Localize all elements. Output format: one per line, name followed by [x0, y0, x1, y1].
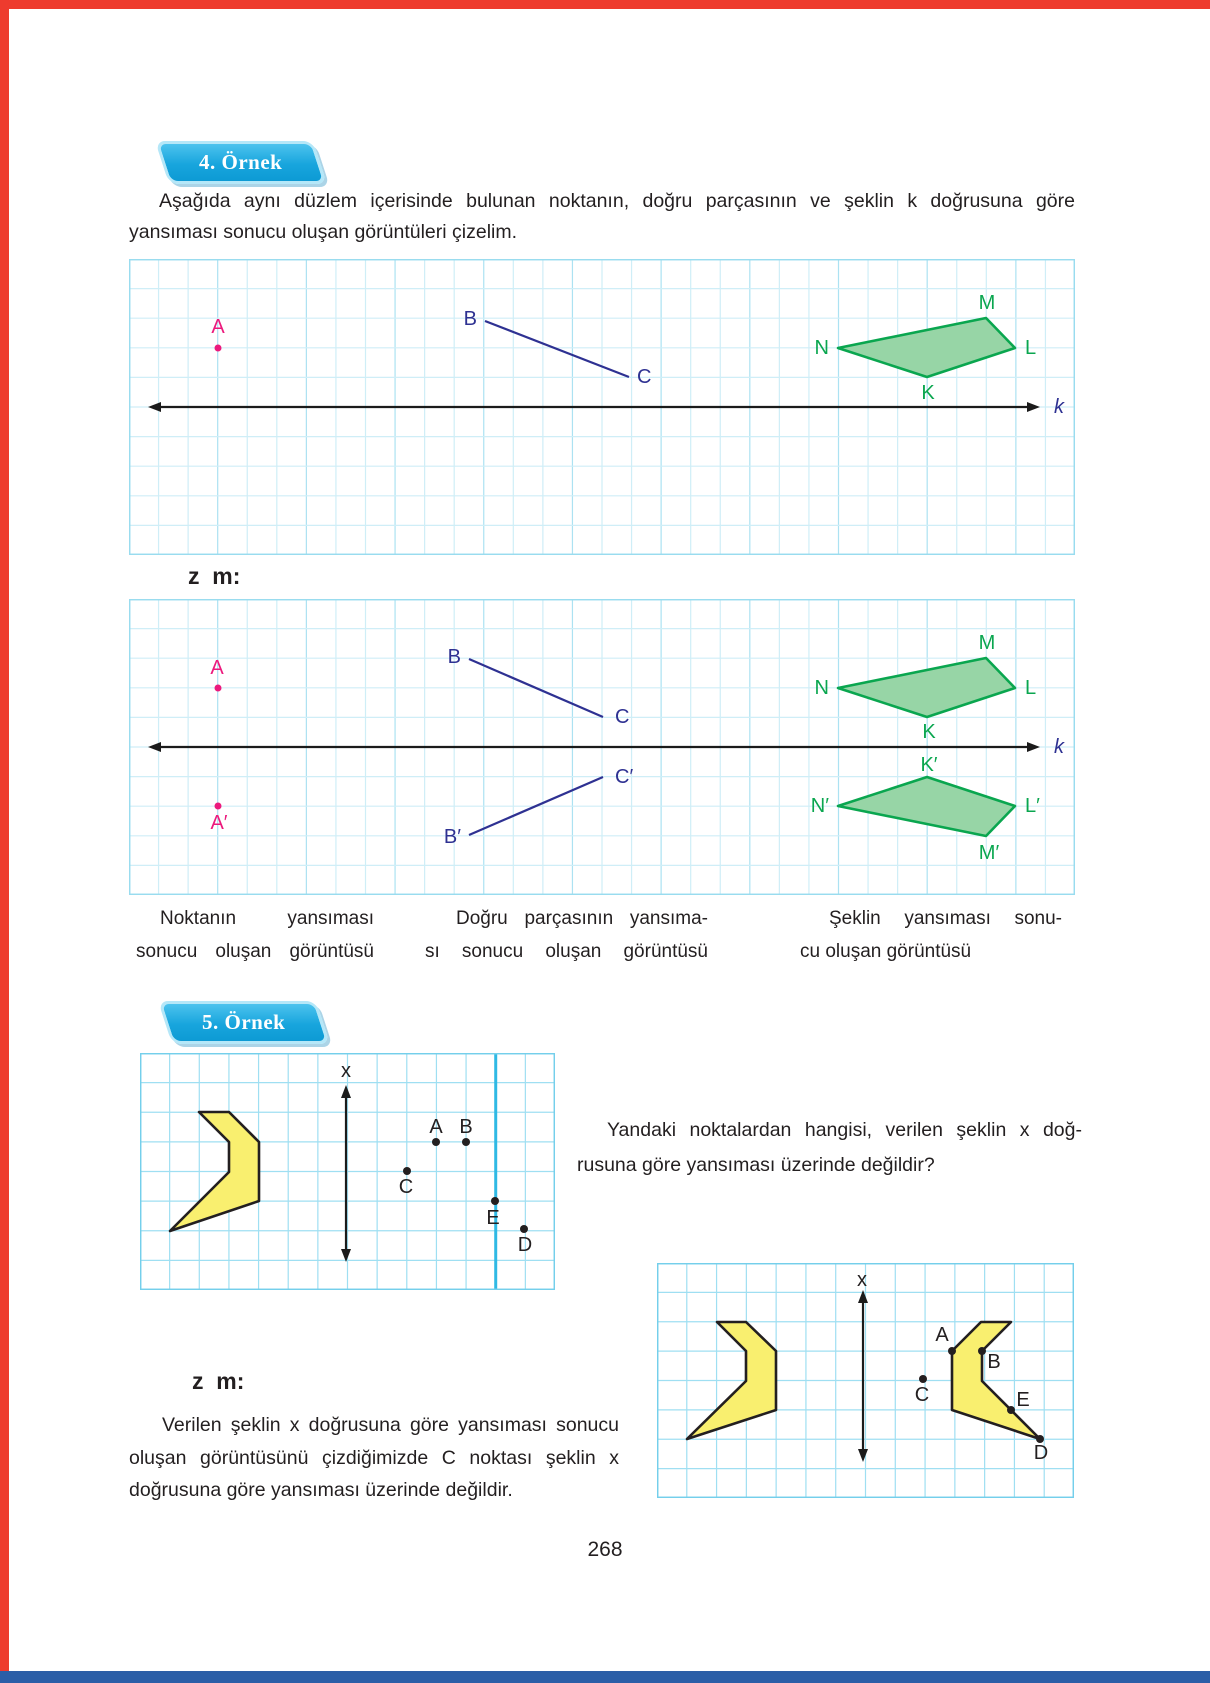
example4-intro [129, 186, 1075, 248]
figure-shape-0 [838, 658, 1015, 717]
figure-point [978, 1347, 986, 1355]
caption-segment-line2: sı sonucu oluşan görüntüsü [425, 940, 708, 962]
caption-point-line1: Noktanın yansıması [160, 908, 374, 929]
figure-label-D: D [1033, 1442, 1049, 1464]
figure-label-C′: C′ [615, 766, 634, 788]
figure-label-B: B [987, 1351, 1001, 1373]
figure-label-N′: N′ [810, 795, 829, 817]
figure-example5-question [140, 1053, 555, 1290]
caption-point [136, 903, 374, 968]
figure-label-K: K [922, 721, 936, 743]
example5-solution-label: z m: [192, 1368, 245, 1394]
figure-point [1007, 1406, 1015, 1414]
arrowhead [148, 402, 161, 412]
figure-point [462, 1138, 470, 1146]
grid2-svg [129, 599, 1075, 895]
figure-point [215, 345, 222, 352]
figure-label-E: E [486, 1207, 500, 1229]
figure-label-A: A [935, 1324, 949, 1346]
example5-badge [158, 1001, 330, 1044]
figure-label-L: L [1025, 677, 1037, 699]
figure-label-N: N [814, 337, 829, 359]
example5-question-line2: rusuna göre yansıması üzerinde değildir? [577, 1154, 935, 1176]
figure-label-L: L [1025, 337, 1037, 359]
figure-label-x: x [341, 1060, 351, 1082]
figure-point [432, 1138, 440, 1146]
caption-shape-line1: Şeklin yansıması sonu- [829, 908, 1062, 929]
example4-solution-label: z m: [188, 563, 241, 589]
figure-label-N: N [814, 677, 829, 699]
figure-line [485, 321, 629, 377]
figure-point [215, 685, 222, 692]
page-bottom-border [0, 1671, 1210, 1683]
arrowhead [858, 1449, 868, 1462]
example4-intro-line1: Aşağıda aynı düzlem içerisinde bulunan noktanın, doğru parçasının ve şeklin k doğrusuna göre [159, 190, 1075, 212]
figure-label-B′: B′ [443, 826, 461, 848]
figure-label-L′: L′ [1025, 795, 1040, 817]
example4-badge [155, 141, 327, 184]
figure-point [919, 1375, 927, 1383]
figure-label-C: C [398, 1176, 414, 1198]
figure-label-A: A [211, 316, 225, 338]
grid5a-svg [140, 1053, 555, 1290]
figure-label-x: x [857, 1269, 867, 1291]
arrowhead [148, 742, 161, 752]
figure-point [215, 803, 222, 810]
figure-label-C: C [637, 366, 652, 388]
page-left-border [0, 0, 9, 1671]
example5-question [577, 1113, 1082, 1183]
figure-label-k: k [1054, 736, 1064, 758]
figure-grid-reflection [129, 599, 1075, 895]
example5-badge-label: 5. Örnek [202, 1010, 286, 1034]
caption-segment-line1: Doğru parçasının yansıma- [456, 908, 708, 929]
page-top-border [0, 0, 1210, 9]
figure-label-k: k [1054, 396, 1064, 418]
figure-point [491, 1197, 499, 1205]
figure-shape-0 [838, 318, 1015, 377]
figure-point [403, 1167, 411, 1175]
example4-intro-line2: yansıması sonucu oluşan görüntüleri çizelim. [129, 221, 518, 243]
figure-label-K′: K′ [920, 754, 938, 776]
figure-label-A: A [210, 657, 224, 679]
arrowhead [1027, 742, 1040, 752]
figure-label-M: M [978, 292, 996, 314]
caption-shape-line2: cu oluşan görüntüsü [800, 940, 972, 962]
grid5b-svg [657, 1263, 1074, 1498]
figure-label-M′: M′ [978, 842, 1000, 864]
figure-grid-original [129, 259, 1075, 555]
example4-badge-label: 4. Örnek [199, 150, 283, 174]
caption-segment [425, 903, 708, 968]
figure-label-B: B [459, 1116, 473, 1138]
caption-shape [800, 903, 1062, 968]
figure-label-C: C [615, 706, 630, 728]
arrowhead [341, 1085, 351, 1098]
figure-label-D: D [517, 1234, 533, 1256]
figure-label-C: C [914, 1384, 930, 1406]
figure-label-B: B [447, 646, 461, 668]
figure-label-A: A [429, 1116, 443, 1138]
example5-solution-line1: Verilen şeklin x doğrusuna göre yansıması sonucu [162, 1414, 619, 1436]
example5-solution-line2: oluşan görüntüsünü çizdiğimizde C noktası şeklin x [129, 1446, 619, 1469]
figure-point [520, 1225, 528, 1233]
figure-example5-solution [657, 1263, 1074, 1498]
arrowhead [1027, 402, 1040, 412]
caption-point-line2: sonucu oluşan görüntüsü [136, 940, 374, 962]
figure-label-E: E [1016, 1389, 1030, 1411]
figure-label-K: K [921, 382, 935, 404]
example5-solution-line3: doğrusuna göre yansıması üzerinde değildir. [129, 1479, 513, 1501]
figure-shape-1 [838, 777, 1015, 836]
grid1-svg [129, 259, 1075, 555]
example5-solution [129, 1409, 619, 1507]
figure-point [948, 1347, 956, 1355]
figure-label-A′: A′ [210, 812, 228, 834]
page-number: 268 [587, 1538, 623, 1561]
figure-label-B: B [463, 308, 477, 330]
figure-label-M: M [978, 632, 996, 654]
example5-question-line1: Yandaki noktalardan hangisi, verilen şeklin x doğ- [607, 1119, 1082, 1141]
